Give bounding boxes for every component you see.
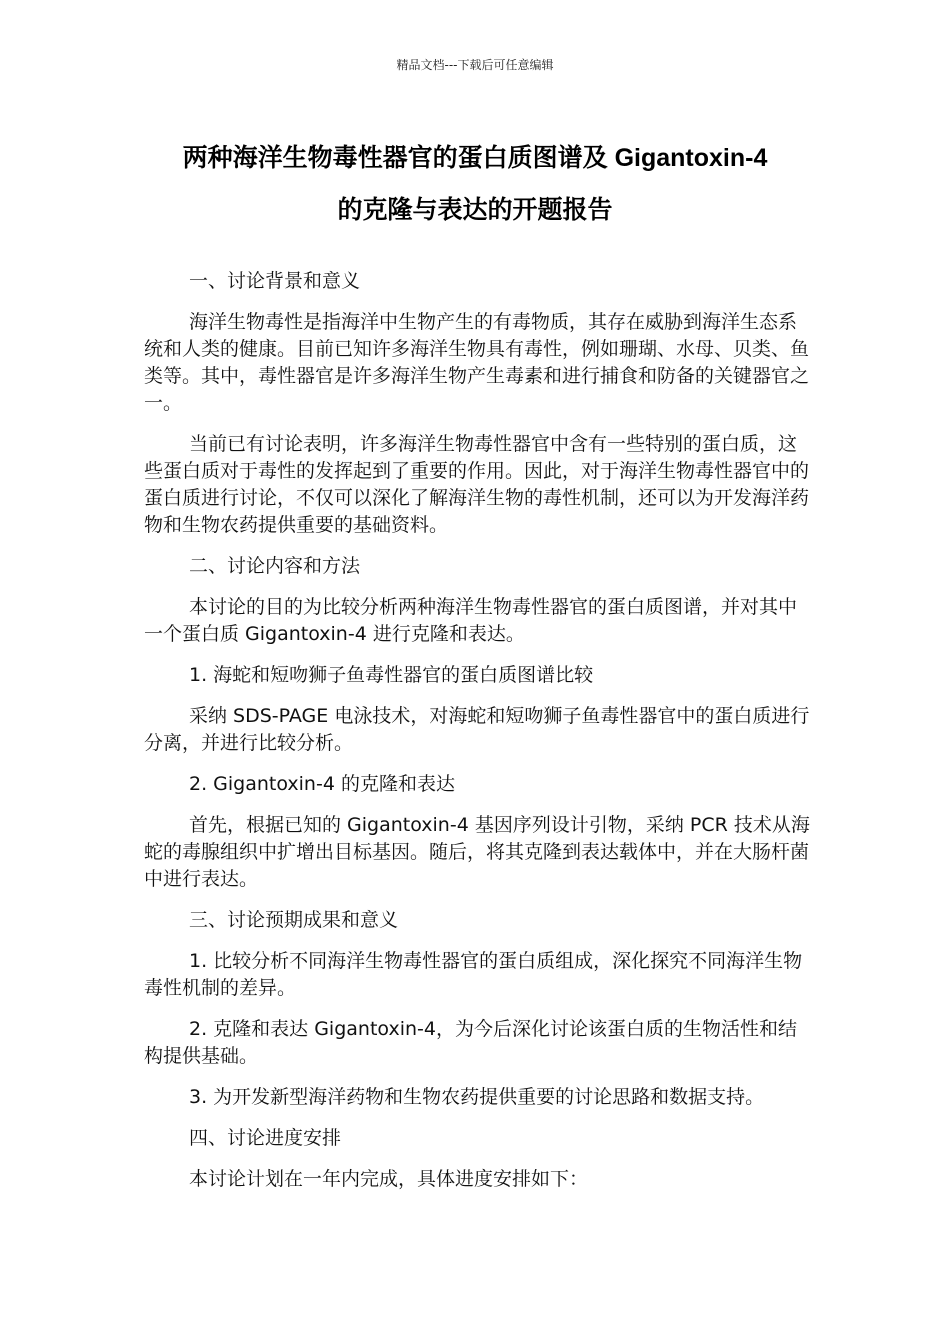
- page-header: 精品文档---下载后可任意编辑: [396, 58, 554, 72]
- title-line-1: 两种海洋生物毒性器官的蛋白质图谱及 Gigantoxin-4: [182, 144, 768, 172]
- paragraph: 首先，根据已知的 Gigantoxin-4 基因序列设计引物，采纳 PCR 技术从海蛇的毒腺组织中扩增出目标基因。随后，将其克隆到表达载体中，并在大肠杆菌中进行表达。: [144, 814, 810, 890]
- section-heading-expected-results: 三、讨论预期成果和意义: [189, 909, 399, 931]
- paragraph: 当前已有讨论表明，许多海洋生物毒性器官中含有一些特别的蛋白质，这些蛋白质对于毒性的发挥起到了重要的作用。因此，对于海洋生物毒性器官中的蛋白质进行讨论，不仅可以深化了解海洋生物的毒性机制，还可以为开发海洋药物和生物农药提供重要的基础资料。: [144, 433, 810, 536]
- subheading-protein-profile: 1. 海蛇和短吻狮子鱼毒性器官的蛋白质图谱比较: [189, 664, 594, 686]
- paragraph: 本讨论的目的为比较分析两种海洋生物毒性器官的蛋白质图谱，并对其中一个蛋白质 Gigantoxin-4 进行克隆和表达。: [144, 596, 798, 645]
- paragraph: 采纳 SDS-PAGE 电泳技术，对海蛇和短吻狮子鱼毒性器官中的蛋白质进行分离，并进行比较分析。: [144, 705, 810, 754]
- list-item: 2. 克隆和表达 Gigantoxin-4，为今后深化讨论该蛋白质的生物活性和结构提供基础。: [144, 1018, 797, 1067]
- list-item: 3. 为开发新型海洋药物和生物农药提供重要的讨论思路和数据支持。: [189, 1086, 765, 1108]
- document-title: [120, 132, 830, 236]
- paragraph: 本讨论计划在一年内完成，具体进度安排如下：: [189, 1168, 589, 1190]
- subheading-cloning-expression: 2. Gigantoxin-4 的克隆和表达: [189, 773, 455, 795]
- section-heading-schedule: 四、讨论进度安排: [189, 1127, 342, 1149]
- section-heading-background: 一、讨论背景和意义: [189, 270, 361, 292]
- paragraph: 海洋生物毒性是指海洋中生物产生的有毒物质，其存在威胁到海洋生态系统和人类的健康。目前已知许多海洋生物具有毒性，例如珊瑚、水母、贝类、鱼类等。其中，毒性器官是许多海洋生物产生毒素和进行捕食和防备的关键器官之一。: [144, 311, 810, 414]
- section-heading-content-methods: 二、讨论内容和方法: [189, 555, 361, 577]
- list-item: 1. 比较分析不同海洋生物毒性器官的蛋白质组成，深化探究不同海洋生物毒性机制的差异。: [144, 950, 803, 999]
- title-line-2: 的克隆与表达的开题报告: [337, 196, 613, 224]
- document-body: [144, 268, 810, 1207]
